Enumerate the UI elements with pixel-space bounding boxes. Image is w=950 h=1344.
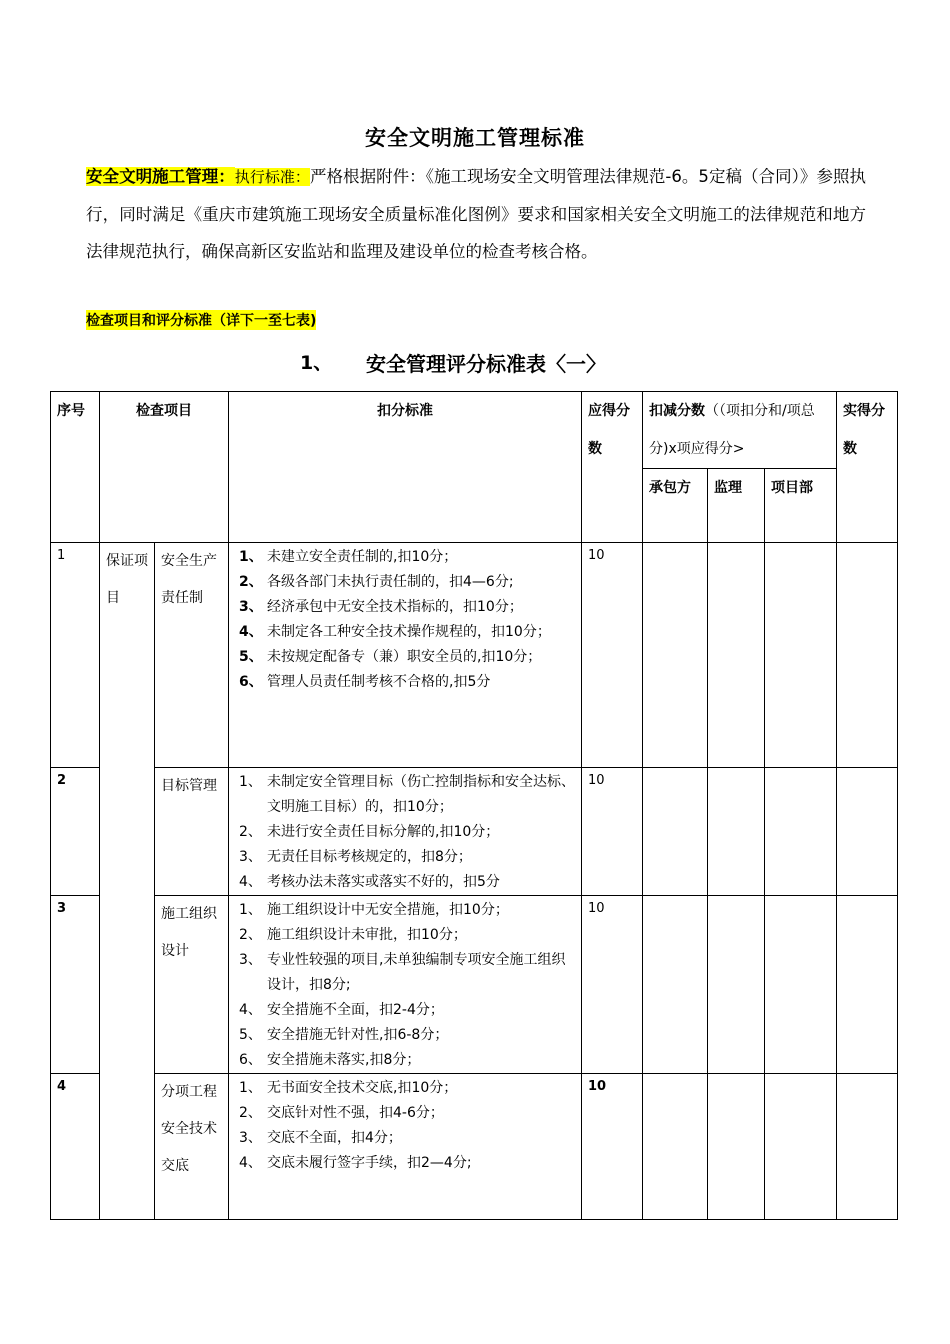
project-dept-cell xyxy=(765,543,837,768)
header-actual-score: 实得分数 xyxy=(837,392,898,543)
table-title xyxy=(0,348,950,380)
rule-item: 4、 安全措施不全面，扣2-4分； xyxy=(239,1002,444,1018)
rule-list xyxy=(235,543,575,695)
rule-item: 4、 未制定各工种安全技术操作规程的，扣10分； xyxy=(239,624,551,640)
table-title-number: 1、 xyxy=(300,352,333,374)
supervisor-cell xyxy=(708,1074,765,1220)
table-title-text: 安全管理评分标准表〈一〉 xyxy=(366,352,606,376)
rule-item: 2、 未进行安全责任目标分解的,扣10分； xyxy=(239,824,500,840)
due-score: 10 xyxy=(582,768,643,896)
check-item: 分项工程安全技术交底 xyxy=(155,1074,229,1220)
rule-list xyxy=(235,768,575,895)
rule-item: 2、 交底针对性不强，扣4-6分； xyxy=(239,1105,444,1121)
document-title: 安全文明施工管理标准 xyxy=(365,126,585,150)
supervisor-cell xyxy=(708,896,765,1074)
header-criteria: 扣分标准 xyxy=(229,392,582,543)
rule-item: 3、 专业性较强的项目,未单独编制专项安全施工组织设计，扣8分; xyxy=(239,952,566,993)
table-row xyxy=(51,1074,898,1220)
category-cell: 保证项目 xyxy=(100,543,155,1220)
header-deduction-formula: （（项扣分和/项总分)x项应得分> xyxy=(649,403,815,457)
header-deduction xyxy=(643,392,837,469)
intro-paragraph xyxy=(86,158,866,270)
due-score: 10 xyxy=(582,543,643,768)
intro-standard-label: 执行标准： xyxy=(234,168,310,186)
rule-item: 4、 考核办法未落实或落实不好的，扣5分 xyxy=(239,874,500,890)
header-item: 检查项目 xyxy=(100,392,229,543)
check-item: 目标管理 xyxy=(155,768,229,896)
supervisor-cell xyxy=(708,543,765,768)
header-due-score: 应得分数 xyxy=(582,392,643,543)
rule-item: 2、 施工组织设计未审批，扣10分； xyxy=(239,927,467,943)
row-number: 1 xyxy=(51,543,100,768)
contractor-cell xyxy=(643,543,708,768)
row-number: 4 xyxy=(51,1074,100,1220)
table-row xyxy=(51,543,898,768)
project-dept-cell xyxy=(765,1074,837,1220)
project-dept-cell xyxy=(765,768,837,896)
rule-item: 1、 未制定安全管理目标（伤亡控制指标和安全达标、文明施工目标）的，扣10分； xyxy=(239,774,575,815)
row-number: 2 xyxy=(51,768,100,896)
rule-item: 1、 无书面安全技术交底,扣10分； xyxy=(239,1080,458,1096)
deduction-criteria xyxy=(229,543,582,768)
deduction-criteria xyxy=(229,896,582,1074)
table-row xyxy=(51,768,898,896)
actual-score-cell xyxy=(837,896,898,1074)
rule-item: 3、 经济承包中无安全技术指标的，扣10分； xyxy=(239,599,523,615)
rule-item: 1、 施工组织设计中无安全措施，扣10分； xyxy=(239,902,509,918)
table-row xyxy=(51,896,898,1074)
actual-score-cell xyxy=(837,1074,898,1220)
rule-list xyxy=(235,1074,575,1176)
rule-item: 4、 交底未履行签字手续，扣2—4分; xyxy=(239,1155,472,1171)
contractor-cell xyxy=(643,1074,708,1220)
rule-item: 2、 各级各部门未执行责任制的，扣4—6分; xyxy=(239,574,514,590)
project-dept-cell xyxy=(765,896,837,1074)
rule-list xyxy=(235,896,575,1073)
header-no: 序号 xyxy=(51,392,100,543)
due-score: 10 xyxy=(582,1074,643,1220)
rule-item: 5、 未按规定配备专（兼）职安全员的,扣10分； xyxy=(239,649,542,665)
contractor-cell xyxy=(643,896,708,1074)
intro-body: 严格根据附件：《施工现场安全文明管理法律规范-6。5定稿（合同）》参照执行，同时满足《重庆市建筑施工现场安全质量标准化图例》要求和国家相关安全文明施工的法律规范和地方法律规范执行，确保高新区安监站和监理及建设单位的检查考核合格。 xyxy=(86,167,867,261)
header-supervisor: 监理 xyxy=(708,469,765,543)
rule-item: 5、 安全措施无针对性,扣6-8分； xyxy=(239,1027,449,1043)
header-contractor: 承包方 xyxy=(643,469,708,543)
check-item: 施工组织设计 xyxy=(155,896,229,1074)
deduction-criteria xyxy=(229,1074,582,1220)
actual-score-cell xyxy=(837,543,898,768)
deduction-criteria xyxy=(229,768,582,896)
actual-score-cell xyxy=(837,768,898,896)
rule-item: 6、 管理人员责任制考核不合格的,扣5分 xyxy=(239,674,491,690)
due-score: 10 xyxy=(582,896,643,1074)
intro-lead: 安全文明施工管理： xyxy=(86,167,235,186)
header-deduction-label: 扣减分数 xyxy=(649,403,705,419)
rule-item: 3、 无责任目标考核规定的，扣8分； xyxy=(239,849,472,865)
scoring-table xyxy=(50,391,898,1220)
header-project-dept: 项目部 xyxy=(765,469,837,543)
check-item: 安全生产责任制 xyxy=(155,543,229,768)
rule-item: 6、 安全措施未落实,扣8分； xyxy=(239,1052,421,1068)
section-subheading: 检查项目和评分标准（详下一至七表) xyxy=(86,310,316,330)
row-number: 3 xyxy=(51,896,100,1074)
rule-item: 3、 交底不全面，扣4分； xyxy=(239,1130,402,1146)
contractor-cell xyxy=(643,768,708,896)
rule-item: 1、 未建立安全责任制的,扣10分； xyxy=(239,549,458,565)
supervisor-cell xyxy=(708,768,765,896)
